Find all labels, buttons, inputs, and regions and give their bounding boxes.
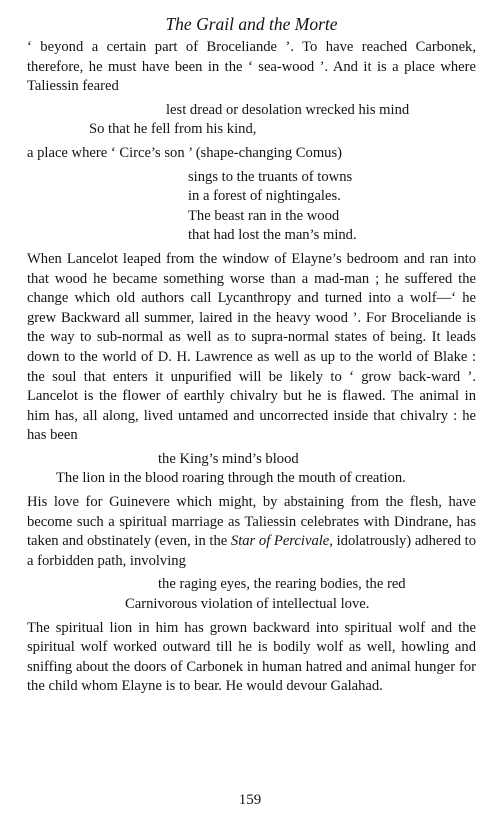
verse-line: the raging eyes, the rearing bodies, the red [158, 576, 406, 593]
paragraph-2: a place where ‘ Circe’s son ’ (shape-changing Comus) [27, 144, 343, 161]
verse-line: that had lost the man’s mind. [188, 227, 357, 244]
paragraph-5: The spiritual lion in him has grown backward into spiritual wolf and the spiritual wolf worked outward till he is bodily wolf as well, howling and sniffing about the doors of Carbonek in human hatred and animal hunger for the child whom Elayne is to bear. He would devour Galahad. [27, 619, 476, 695]
verse-line: Carnivorous violation of intellectual love. [125, 596, 370, 613]
verse-line: the King’s mind’s blood [158, 450, 299, 467]
verse-line: in a forest of nightingales. [188, 188, 341, 205]
paragraph-4 [27, 493, 476, 571]
verse-quote-1 [27, 101, 476, 140]
paragraph-1: ‘ beyond a certain part of Broceliande ’. To have reached Carbonek, therefore, he must have been in the ‘ sea-wood ’. And it is a place where Taliessin feared [27, 39, 476, 95]
paragraph-4-text-a: His love for Guinevere which might, by abstaining from the flesh, have become such a spiritual marriage as Taliessin celebrates with Dindrane, has taken and obstinately (even, in the [27, 494, 476, 550]
verse-line: The beast ran in the wood [188, 207, 340, 224]
verse-quote-4 [27, 575, 476, 614]
book-page [27, 12, 476, 697]
paragraph-4-text-b: , idolatrously) adhered to a forbidden path, involving [27, 533, 477, 569]
verse-quote-2 [27, 168, 476, 246]
verse-line: lest dread or desolation wrecked his mind [166, 101, 410, 118]
page-number: 159 [238, 792, 262, 808]
book-title: Star of Percivale [230, 533, 330, 550]
verse-line: sings to the truants of towns [188, 168, 353, 185]
paragraph-3: When Lancelot leaped from the window of Elayne’s bedroom and ran into that wood he became something worse than a mad-man ; he suffered the change which old authors call Lycanthropy and turned into a wolf—‘ he grew Backward all summer, laired in the heavy wood ’. For Broceliande is the way to sub-normal as well as to supra-normal states of being. It leads down to the world of D. H. Lawrence as well as up to the world of Blake : the soul that enters it unpurified will be likely to ‘ grow back-ward ’. Lancelot is the flower of earthly chivalry but he is flawed. The animal in him has, all along, lived untamed and uncorrected inside that chivalry : he has been [27, 250, 476, 444]
verse-line: The lion in the blood roaring through the mouth of creation. [56, 470, 406, 487]
running-head: The Grail and the Morte [165, 14, 338, 34]
verse-line: So that he fell from his kind, [89, 121, 257, 138]
verse-quote-3 [27, 450, 476, 489]
